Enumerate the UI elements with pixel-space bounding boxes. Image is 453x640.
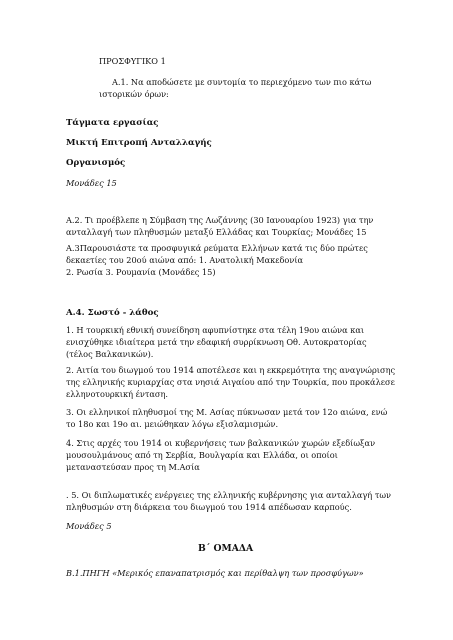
true-false-title: Α.4. Σωστό - λάθος [66,308,159,318]
term-labor-battalions: Τάγματα εργασίας [66,118,159,128]
source-b1-title: Β.1.ΠΗΓΗ «Μερικός επαναπατρισμός και περίθαλψη των προσφύγων» [66,568,364,578]
statement-4-line-3: μεταναστεύσαν προς τη Μ.Ασία [66,462,200,472]
units-label-15: Μονάδες 15 [66,178,117,188]
question-a1-line-1: Α.1. Να αποδώσετε με συντομία το περιεχόμενο των πιο κάτω [112,77,372,87]
question-a1-line-2: ιστορικών όρων: [99,89,169,99]
statement-4-line-2: μουσουλμάνους από τη Σερβία, Βουλγαρία και Ελλάδα, οι οποίοι [66,450,338,460]
question-a2-line-1: Α.2. Τι προέβλεπε η Σύμβαση της Λωζάννης (30 Ιανουαρίου 1923) για την [66,215,374,225]
question-a2-line-2: ανταλλαγή των πληθυσμών μεταξύ Ελλάδας και Τουρκίας; Μονάδες 15 [66,227,367,237]
statement-1-line-3: (τέλος Βαλκανικών). [66,349,154,359]
statement-2-line-3: ελληνοτουρκική ένταση. [66,389,169,399]
statement-1-line-1: 1. Η τουρκική εθνική συνείδηση αφυπνίστηκε στα τέλη 19ου αιώνα και [66,325,365,335]
term-organization: Οργανισμός [66,158,126,168]
units-label-5: Μονάδες 5 [66,521,112,531]
document-heading: ΠΡΟΣΦΥΓΙΚΟ 1 [99,56,166,66]
statement-2-line-2: της ελληνικής κυριαρχίας στα νησιά Αιγαίου από την Τουρκία, που προκάλεσε [66,377,395,387]
statement-5-line-2: πληθυσμών στη διάρκεια του διωγμού του 1914 απέδωσαν καρπούς. [66,502,352,512]
term-mixed-exchange-commission: Μικτή Επιτροπή Ανταλλαγής [66,138,212,148]
statement-3-line-2: το 18ο και 19ο αι. μειώθηκαν λόγω εξισλαμισμών. [66,419,279,429]
question-a3-line-1: Α.3Παρουσιάστε τα προσφυγικά ρεύματα Ελλήνων κατά τις δύο πρώτες [66,243,368,253]
statement-4-line-1: 4. Στις αρχές του 1914 οι κυβερνήσεις των βαλκανικών χωρών εξεδίωξαν [66,438,376,448]
group-b-heading: Β΄ ΟΜΑΔΑ [198,543,254,554]
question-a3-line-3: 2. Ρωσία 3. Ρουμανία (Μονάδες 15) [66,267,216,277]
question-a3-line-2: δεκαετίες του 20ού αιώνα από: 1. Ανατολική Μακεδονία [66,255,304,265]
statement-3-line-1: 3. Οι ελληνικοί πληθυσμοί της Μ. Ασίας πύκνωσαν μετά τον 12ο αιώνα, ενώ [66,407,388,417]
statement-1-line-2: ενισχύθηκε ιδιαίτερα μετά την εδαφική συρρίκνωση Οθ. Αυτοκρατορίας [66,337,367,347]
statement-5-line-1: . 5. Οι διπλωματικές ενέργειες της ελληνικής κυβέρνησης για ανταλλαγή των [66,490,392,500]
statement-2-line-1: 2. Αιτία του διωγμού του 1914 αποτέλεσε και η εκκρεμότητα της αναγνώρισης [66,365,396,375]
